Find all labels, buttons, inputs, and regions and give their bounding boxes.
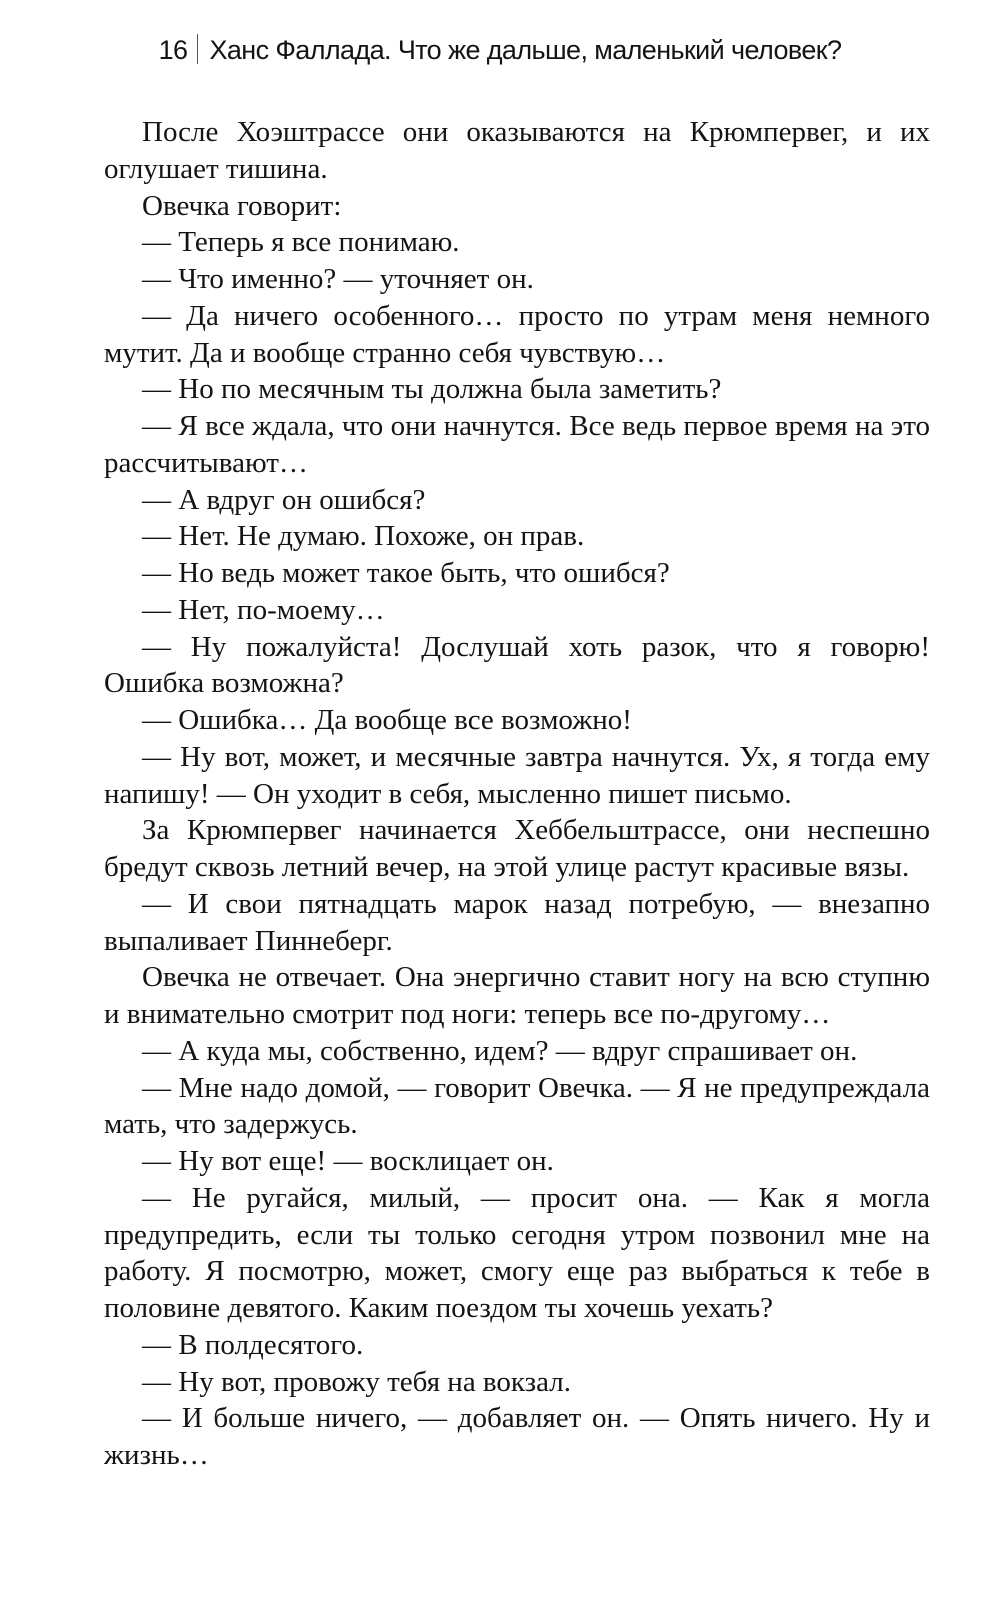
paragraph: — А вдруг он ошибся?: [142, 483, 426, 516]
paragraph: За Крюмпервег начинается Хеббельштрассе, они неспешно бредут сквозь летний вечер, на этой улице растут красивые вязы.: [104, 814, 930, 883]
paragraph: — Ну вот еще! — восклицает он.: [142, 1145, 554, 1177]
body-text: [104, 114, 930, 1474]
paragraph: — Но по месячным ты должна была заметить?: [142, 373, 722, 406]
paragraph: — Я все ждала, что они начнутся. Все ведь первое время на это рассчитывают…: [104, 410, 930, 479]
paragraph: — Что именно? — уточняет он.: [142, 263, 534, 295]
paragraph: — И больше ничего, — добавляет он. — Опять ничего. Ну и жизнь…: [104, 1402, 930, 1471]
page-number: 16: [158, 35, 188, 65]
paragraph: — Ну вот, может, и месячные завтра начнутся. Ух, я тогда ему напишу! — Он уходит в себя, мысленно пишет письмо.: [104, 740, 930, 810]
paragraph: Овечка говорит:: [142, 189, 342, 222]
paragraph: — Теперь я все понимаю.: [142, 226, 460, 259]
paragraph: Овечка не отвечает. Она энергично ставит ногу на всю ступню и внимательно смотрит под ноги: теперь все по-другому…: [104, 961, 930, 1030]
header-separator: [197, 34, 198, 64]
paragraph: — Ну вот, провожу тебя на вокзал.: [142, 1365, 571, 1398]
paragraph: — Не ругайся, милый, — просит она. — Как я могла предупредить, если ты только сегодня утром позвонил мне на работу. Я посмотрю, может, смогу еще раз выбраться к тебе в половине девятого. Каким поездом ты хочешь уехать?: [104, 1181, 930, 1324]
running-header: [0, 30, 1000, 70]
paragraph: — И свои пятнадцать марок назад потребую, — внезапно выпаливает Пиннеберг.: [104, 887, 930, 957]
paragraph: — Нет, по-моему…: [142, 593, 385, 626]
paragraph: — А куда мы, собственно, идем? — вдруг спрашивает он.: [142, 1034, 858, 1067]
paragraph: — Нет. Не думаю. Похоже, он прав.: [142, 520, 585, 553]
running-title: Ханс Фаллада. Что же дальше, маленький человек?: [209, 35, 842, 65]
paragraph: — Ошибка… Да вообще все возможно!: [142, 704, 632, 736]
paragraph: После Хоэштрассе они оказываются на Крюмпервег, и их оглушает тишина.: [104, 116, 930, 185]
paragraph: — В полдесятого.: [142, 1328, 364, 1361]
paragraph: — Мне надо домой, — говорит Овечка. — Я не предупреждала мать, что задержусь.: [104, 1071, 930, 1141]
paragraph: — Ну пожалуйста! Дослушай хоть разок, что я говорю! Ошибка возможна?: [104, 630, 930, 700]
paragraph: — Да ничего особенного… просто по утрам меня немного мутит. Да и вообще странно себя чувствую…: [104, 299, 930, 369]
paragraph: — Но ведь может такое быть, что ошибся?: [142, 557, 670, 589]
